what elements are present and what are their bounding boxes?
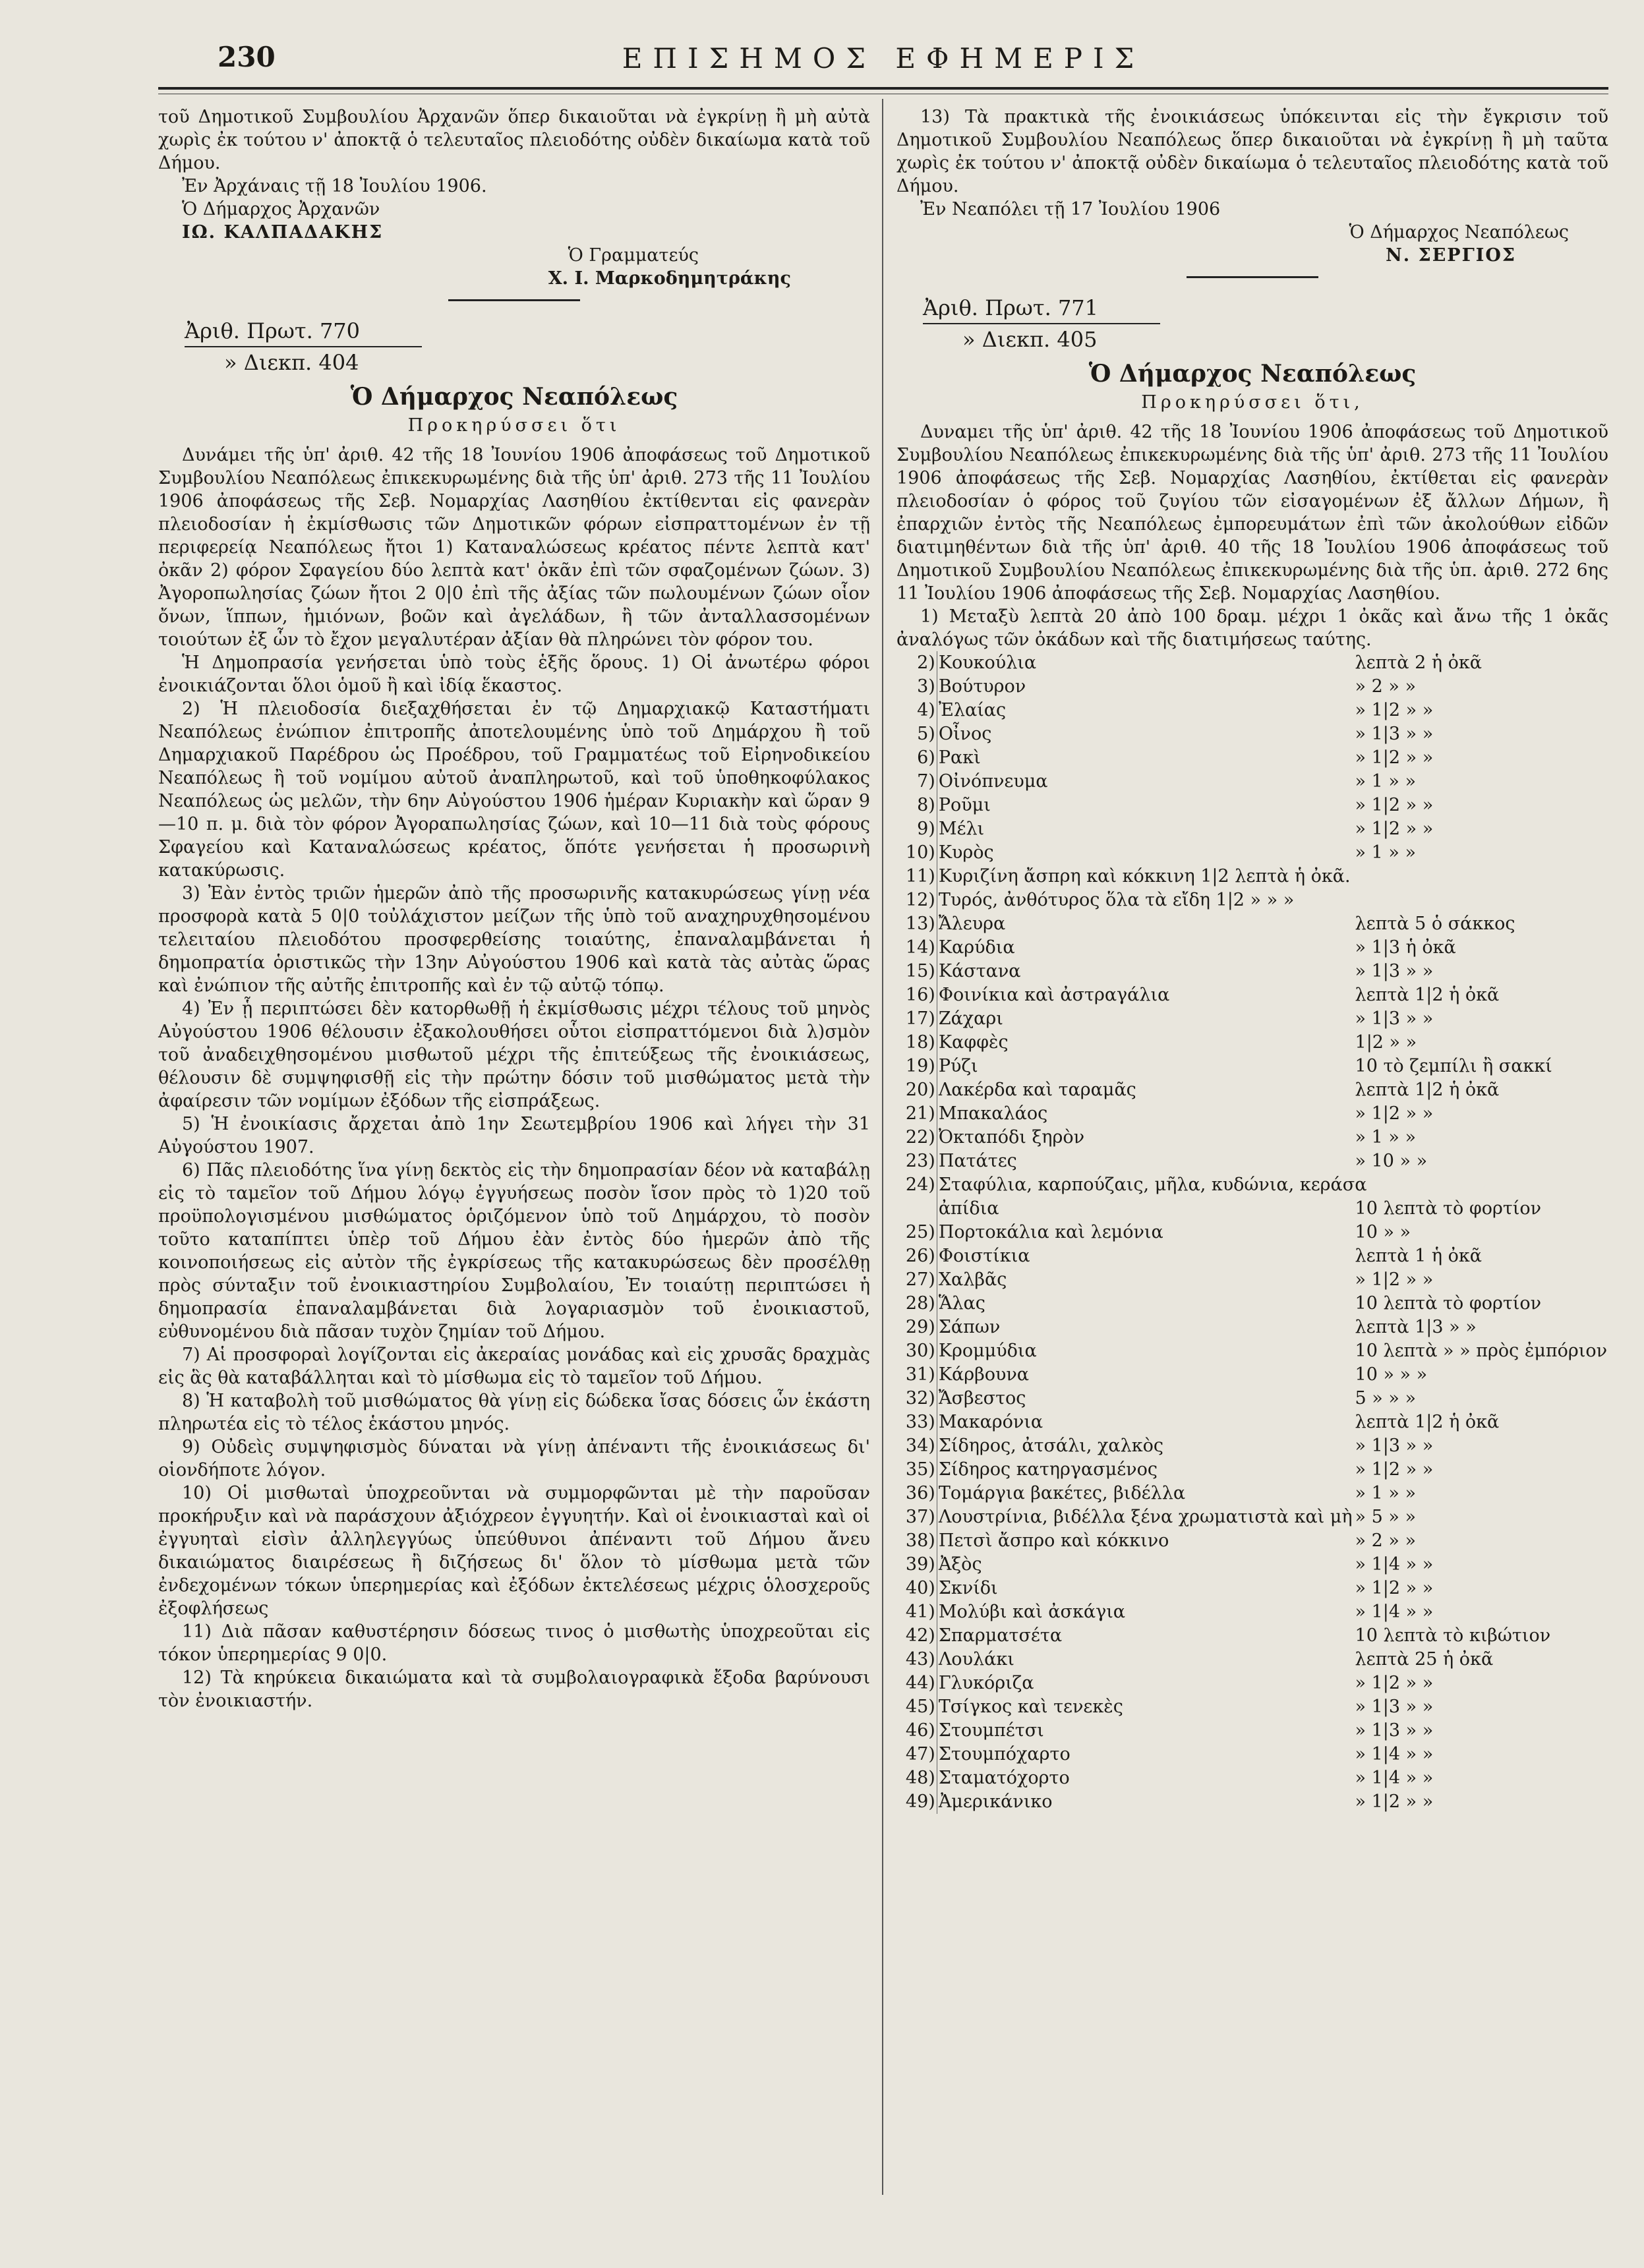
price-item-number: 20) [905, 1080, 935, 1100]
price-row [896, 1410, 1608, 1434]
price-item-name: Ἄσβεστος [937, 1387, 1353, 1410]
price-item-rate: λεπτὰ 1 ἡ ὀκᾶ [1355, 1246, 1482, 1266]
price-table-body [896, 651, 1608, 1814]
price-item-name: Ἀμερικάνικο [937, 1790, 1353, 1814]
price-item-number: 37) [905, 1507, 935, 1527]
left-paragraph: Ἡ Δημοπρασία γενήσεται ὑπὸ τοὺς ἑξῆς ὅρους. 1) Οἱ ἀνωτέρω φόροι ἐνοικιάζονται ὅλοι ὁμοῦ ἢ καὶ ἰδίᾳ ἕκαστος. [158, 653, 870, 696]
price-item-name: Κάστανα [937, 960, 1353, 983]
price-item-number: 6) [917, 747, 935, 768]
price-row [896, 722, 1608, 746]
price-row [896, 651, 1608, 675]
price-row [896, 1292, 1608, 1316]
price-item-rate: » 1 » » [1355, 842, 1416, 863]
price-item-rate: » 1|3 » » [1355, 1720, 1434, 1741]
price-item-number: 47) [905, 1744, 935, 1764]
price-row [896, 1102, 1608, 1126]
price-row [896, 1790, 1608, 1814]
price-item-rate: » 1|4 » » [1355, 1554, 1434, 1575]
price-item-rate: λεπτὰ 5 ὁ σάκκος [1355, 914, 1515, 934]
price-item-number: 30) [905, 1341, 935, 1361]
price-item-number: 41) [905, 1602, 935, 1622]
price-item-rate: » 1|2 » » [1355, 819, 1434, 839]
price-row [896, 1695, 1608, 1719]
price-item-rate: » 1 » » [1355, 771, 1416, 792]
price-item-name: Κρομμύδια [937, 1339, 1353, 1363]
price-item-name: Μακαρόνια [937, 1410, 1353, 1434]
price-item-number: 34) [905, 1436, 935, 1456]
left-secretary-name: Χ. Ι. Μαρκοδημητράκης [548, 268, 791, 289]
price-item-number: 46) [905, 1720, 935, 1741]
price-row [896, 1363, 1608, 1387]
price-item-rate: » 1|2 » » [1355, 1578, 1434, 1598]
price-item-name: Τομάργια βακέτες, βιδέλλα [937, 1482, 1353, 1505]
price-item-number: 38) [905, 1530, 935, 1551]
price-item-number: 8) [917, 795, 935, 815]
price-item-rate: » 1|2 » » [1355, 1459, 1434, 1480]
price-item-number: 16) [905, 985, 935, 1005]
price-item-rate: » 1 » » [1355, 1483, 1416, 1503]
left-mayor-name: ΙΩ. ΚΑΛΠΑΔΑΚΗΣ [182, 222, 384, 243]
price-row [896, 1482, 1608, 1505]
left-paragraph: 3) Ἐὰν ἐντὸς τριῶν ἡμερῶν ἀπὸ τῆς προσωρινῆς κατακυρώσεως γίνῃ νέα προσφορὰ κατὰ 5 0|0 τοὐλάχιστον μείζων τῆς ὑπὸ τοῦ αναχηρυχθησομένου τελειταίου πλειοδότου προσφερθείσης τοιαύτης, ἐπαναλαμβάνεται ἡ δημοπρατία ὁριστικῶς τὴν 13ην Αὐγούστου 1906 καὶ κατὰ τὰς αὐτὰς ὥρας καὶ ἐνώπιον τῆς αὐτῆς ἐπιτροπῆς καὶ ἐν τῷ αὐτῷ τόπῳ. [158, 883, 870, 996]
price-item-number: 24) [905, 1175, 935, 1195]
left-paragraph: 11) Διὰ πᾶσαν καθυστέρησιν δόσεως τινος ὁ μισθωτὴς ὑποχρεοῦται εἰς τόκον ὑπερημερίας 9 0|0. [158, 1621, 870, 1665]
left-ref-dispatch: » Διεκπ. 404 [224, 350, 359, 375]
price-row [896, 1505, 1608, 1529]
price-item-number: 29) [905, 1317, 935, 1337]
price-item-rate: 10 » » » [1355, 1364, 1428, 1385]
column-divider [882, 99, 883, 2195]
price-item-name: Κουκούλια [937, 651, 1353, 675]
price-item-number: 12) [905, 890, 935, 910]
price-item-name: Κυρὸς [937, 841, 1353, 865]
price-item-rate: » 1|2 » » [1355, 747, 1434, 768]
left-heading: Ὁ Δήμαρχος Νεαπόλεως [350, 383, 678, 411]
price-item-name: Ζάχαρι [937, 1007, 1353, 1031]
right-proclaim: Προκηρύσσει ὅτι, [1141, 392, 1364, 413]
price-item-rate: » 2 » » [1355, 676, 1416, 697]
price-row [896, 888, 1608, 912]
price-item-rate: 10 λεπτὰ τὸ κιβώτιον [1355, 1625, 1551, 1646]
price-item-number: 5) [917, 724, 935, 744]
price-item-name: Σίδηρος, ἀτσάλι, χαλκὸς [937, 1434, 1353, 1458]
price-row [896, 770, 1608, 794]
price-item-name: Τσίγκος καὶ τενεκὲς [937, 1695, 1353, 1719]
price-item-name: Κυριζίνη ἄσπρη καὶ κόκκινη 1|2 λεπτὰ ἡ ὀκᾶ. [937, 865, 1608, 888]
left-secretary-title: Ὁ Γραμματεύς [568, 245, 699, 266]
price-item-rate: 1|2 » » [1355, 1032, 1417, 1053]
price-item-number: 40) [905, 1578, 935, 1598]
price-item-name: Σίδηρος κατηργασμένος [937, 1458, 1353, 1482]
price-row [896, 794, 1608, 817]
price-item-number: 18) [905, 1032, 935, 1053]
price-row [896, 1149, 1608, 1173]
price-item-name: Λουστρίνια, βιδέλλα ξένα χρωματιστὰ καὶ μὴ [937, 1505, 1353, 1529]
price-row [896, 1221, 1608, 1244]
price-item-number: 14) [905, 937, 935, 958]
price-row [896, 912, 1608, 936]
price-item-number: 13) [905, 914, 935, 934]
price-item-number: 48) [905, 1768, 935, 1788]
left-column [158, 105, 870, 1712]
price-row [896, 1624, 1608, 1648]
price-item-name: Σταματόχορτο [937, 1766, 1353, 1790]
price-item-name: Σκνίδι [937, 1577, 1353, 1600]
price-item-number: 23) [905, 1151, 935, 1171]
price-row [896, 936, 1608, 960]
price-item-number: 4) [917, 700, 935, 720]
price-item-number [896, 1197, 937, 1221]
price-item-number: 39) [905, 1554, 935, 1575]
price-item-name: Πετσὶ ἄσπρο καὶ κόκκινο [937, 1529, 1353, 1553]
price-item-name: Τυρός, ἀνθότυρος ὅλα τὰ εἴδη 1|2 » » » [937, 888, 1608, 912]
price-item-name: Φοιστίκια [937, 1244, 1353, 1268]
price-item-name: Πατάτες [937, 1149, 1353, 1173]
price-row [896, 1743, 1608, 1766]
price-item-name: Στουμπέτσι [937, 1719, 1353, 1743]
price-item-number: 10) [905, 842, 935, 863]
left-paragraph: 7) Αἱ προσφοραὶ λογίζονται εἰς ἀκεραίας μονάδας καὶ εἰς χρυσᾶς δραχμὰς εἰς ἃς θὰ καταβάλληται καὶ τὸ μίσθωμα εἰς τὸ ταμεῖον τοῦ Δήμου. [158, 1345, 870, 1388]
price-item-name: Σάπων [937, 1316, 1353, 1339]
separator-rule [1187, 276, 1318, 278]
price-item-number: 33) [905, 1412, 935, 1432]
price-row [896, 1031, 1608, 1055]
price-item-name: Στουμπόχαρτο [937, 1743, 1353, 1766]
price-item-name: Μέλι [937, 817, 1353, 841]
running-title: ΕΠΙΣΗΜΟΣ ΕΦΗΜΕΡΙΣ [622, 42, 1145, 74]
price-row [896, 983, 1608, 1007]
price-item-rate: » 1|2 » » [1355, 1791, 1434, 1812]
price-item-name: Χαλβᾶς [937, 1268, 1353, 1292]
left-date: Ἐν Ἀρχάναις τῇ 18 Ἰουλίου 1906. [182, 176, 487, 196]
left-ref-protocol: Ἀριθ. Πρωτ. 770 [185, 318, 361, 343]
price-item-rate: » 1 » » [1355, 1127, 1416, 1148]
price-item-rate: » 1|4 » » [1355, 1768, 1434, 1788]
right-heading: Ὁ Δήμαρχος Νεαπόλεως [1088, 360, 1417, 388]
price-row [896, 841, 1608, 865]
price-row [896, 1672, 1608, 1695]
price-item-rate: 10 » » [1355, 1222, 1411, 1242]
price-item-rate: » 1|3 » » [1355, 961, 1434, 981]
left-paragraph: 4) Ἐν ᾗ περιπτώσει δὲν κατορθωθῇ ἡ ἐκμίσθωσις μέχρι τέλους τοῦ μηνὸς Αὐγούστου 1906 θέλουσιν ἐξακολουθήσει οὗτοι εἰσπραττόμενοι διὰ λ)σμὸν τοῦ ἀναδειχθησομένου μισθωτοῦ μέχρι τῆς ἐπιτεύξεως τῆς ἐνοικιάσεως, θέλουσιν δὲ συμψηφισθῇ εἰς τὴν πρώτην δόσιν τοῦ μισθώματος μετὰ τὴν ἀφαίρεσιν τῶν νομίμων ἐξόδων τῆς εἰσπράξεως. [158, 999, 870, 1111]
price-item-number: 22) [905, 1127, 935, 1148]
page-number: 230 [218, 41, 276, 73]
right-ref-block [923, 293, 1608, 355]
price-item-rate: » 1|3 » » [1355, 1436, 1434, 1456]
price-item-rate: λεπτὰ 2 ἡ ὀκᾶ [1355, 653, 1482, 673]
right-column [896, 105, 1608, 1814]
price-item-number: 25) [905, 1222, 935, 1242]
price-item-rate: » 1|2 » » [1355, 700, 1434, 720]
price-item-rate: » 1|2 » » [1355, 1269, 1434, 1290]
price-row [896, 1078, 1608, 1102]
right-mayor-title: Ὁ Δήμαρχος Νεαπόλεως [1349, 222, 1569, 243]
price-row [896, 1553, 1608, 1577]
price-item-name: Ἀξὸς [937, 1553, 1353, 1577]
price-item-name: Λουλάκι [937, 1648, 1353, 1672]
left-paragraph: 12) Τὰ κηρύκεια δικαιώματα καὶ τὰ συμβολαιογραφικὰ ἔξοδα βαρύνουσι τὸν ἐνοικιαστήν. [158, 1668, 870, 1711]
price-item-number: 42) [905, 1625, 935, 1646]
left-intro: τοῦ Δημοτικοῦ Συμβουλίου Ἀρχανῶν ὅπερ δικαιοῦται νὰ ἐγκρίνῃ ἢ μὴ αὐτὰ χωρὶς ἐκ τούτου ν' ἀποκτᾷ ὁ τελευταῖος πλειοδότης οὐδὲν δικαίωμα κατὰ τοῦ Δήμου. [158, 107, 870, 173]
left-proclaim: Προκηρύσσει ὅτι [407, 415, 621, 436]
price-item-rate: λεπτὰ 25 ἡ ὀκᾶ [1355, 1649, 1494, 1670]
left-paragraph: 6) Πᾶς πλειοδότης ἵνα γίνῃ δεκτὸς εἰς τὴν δημοπρασίαν δέον νὰ καταβάλῃ εἰς τὸ ταμεῖον τοῦ Δήμου λόγῳ ἐγγυήσεως ποσὸν ἴσον πρὸς τὸ 1)20 τοῦ προϋπολογισμένου μισθώματος ὁριζόμενον ὑπὸ τοῦ Δημάρχου, τὸ ποσὸν τοῦτο καταπίπτει ὑπὲρ τοῦ Δήμου ἐὰν ἐντὸς δύο ἡμερῶν ἀπὸ τῆς κοινοποιήσεως εἰς αὐτὸν τῆς ἐγκρίσεως τῆς κατακυρώσεως δὲν προσέλθῃ πρὸς σύνταξιν τοῦ ἐνοικιαστηρίου Συμβολαίου, Ἐν τοιαύτῃ περιπτώσει ἡ δημοπρασία ἐπαναλαμβάνεται διὰ λογαριασμὸν τοῦ ἐνοικιαστοῦ, εὐθυνομένου διὰ πᾶσαν τυχὸν ζημίαν τοῦ Δήμου. [158, 1160, 870, 1342]
price-row [896, 1126, 1608, 1149]
price-item-number: 7) [917, 771, 935, 792]
right-mayor-name: Ν. ΣΕΡΓΙΟΣ [1386, 245, 1516, 266]
price-item-name: Πορτοκάλια καὶ λεμόνια [937, 1221, 1353, 1244]
price-item-rate: » 1|4 » » [1355, 1602, 1434, 1622]
price-item-number: 2) [917, 653, 935, 673]
price-row [896, 1268, 1608, 1292]
price-row [896, 1173, 1608, 1197]
price-item-number: 15) [905, 961, 935, 981]
price-item-name: Ἅλας [937, 1292, 1353, 1316]
price-item-name: Ἐλαίας [937, 699, 1353, 722]
price-row [896, 746, 1608, 770]
price-row [896, 1316, 1608, 1339]
price-item-number: 27) [905, 1269, 935, 1290]
price-row [896, 960, 1608, 983]
price-item-rate: 10 τὸ ζεμπίλι ἢ σακκί [1355, 1056, 1552, 1076]
price-row [896, 1577, 1608, 1600]
price-row [896, 817, 1608, 841]
price-item-rate: » 1|4 » » [1355, 1744, 1434, 1764]
price-row [896, 1197, 1608, 1221]
price-item-rate: λεπτὰ 1|2 ἡ ὀκᾶ [1355, 1412, 1500, 1432]
price-row [896, 1244, 1608, 1268]
price-item-number: 35) [905, 1459, 935, 1480]
price-item-name: Σπαρματσέτα [937, 1624, 1353, 1648]
price-item-rate: » 1|2 » » [1355, 795, 1434, 815]
price-item-name: Λακέρδα καὶ ταραμᾶς [937, 1078, 1353, 1102]
price-row [896, 865, 1608, 888]
price-item-number: 26) [905, 1246, 935, 1266]
separator-rule [448, 299, 580, 301]
right-date: Ἐν Νεαπόλει τῇ 17 Ἰουλίου 1906 [920, 199, 1221, 219]
price-row [896, 1719, 1608, 1743]
price-row [896, 675, 1608, 699]
price-row [896, 699, 1608, 722]
price-item-name: Οἰνόπνευμα [937, 770, 1353, 794]
price-item-name: Ρακὶ [937, 746, 1353, 770]
price-item-name: Καφφὲς [937, 1031, 1353, 1055]
price-item-number: 44) [905, 1673, 935, 1693]
price-item-rate: » 1|2 » » [1355, 1673, 1434, 1693]
price-row [896, 1434, 1608, 1458]
price-item-name: Ρύζι [937, 1055, 1353, 1078]
price-item-number: 36) [905, 1483, 935, 1503]
price-item-rate: » 5 » » [1355, 1507, 1416, 1527]
price-item-rate: λεπτὰ 1|2 ἡ ὀκᾶ [1355, 985, 1500, 1005]
right-item-1: 1) Μεταξὺ λεπτὰ 20 ἀπὸ 100 δραμ. μέχρι 1 ὀκᾶς καὶ ἄνω τῆς 1 ὀκᾶς ἀναλόγως τῶν ὀκάδων καὶ τῆς διατιμήσεως ταύτης. [896, 606, 1608, 650]
price-item-rate: 10 λεπτὰ τὸ φορτίον [1355, 1198, 1542, 1219]
price-item-number: 19) [905, 1056, 935, 1076]
price-item-number: 3) [917, 676, 935, 697]
price-row [896, 1458, 1608, 1482]
right-intro: Δυναμει τῆς ὑπ' ἀριθ. 42 τῆς 18 Ἰουνίου 1906 ἀποφάσεως τοῦ Δημοτικοῦ Συμβουλίου Νεαπόλεως ἐπικεκυρωμένης διὰ τῆς ὑπ' ἀριθ. 273 τῆς 11 Ἰουλίου 1906 ἀποφάσεως τῆς Σεβ. Νομαρχίας Λασηθίου, ἐκτίθεται εἰς φανερὰν πλειοδοσίαν ὁ φόρος τοῦ ζυγίου τῶν εἰσαγομένων ἐξ ἄλλων Δήμων, ἢ ἐπαρχιῶν ἐντὸς τῆς Νεαπόλεως ἐμπορευμάτων ἐπὶ τῶν ἀκολούθων εἰδῶν διατιμηθέντων διὰ τῆς ὑπ' ἀριθ. 40 τῆς 18 Ἰουλίου 1906 ἀποφάσεως τοῦ Δημοτικοῦ Συμβουλίου Νεαπόλεως ἐπικεκυρωμένης διὰ τῆς ὑπ. ἀριθ. 272 6ης 11 Ἰουλίου 1906 ἀποφάσεως τῆς Σεβ. Νομαρχίας Λασηθίου. [896, 422, 1608, 604]
price-row [896, 1007, 1608, 1031]
price-item-rate: » 1|3 » » [1355, 724, 1434, 744]
price-row [896, 1387, 1608, 1410]
left-paragraph: 5) Ἡ ἐνοικίασις ἄρχεται ἀπὸ 1ην Σεωτεμβρίου 1906 καὶ λήγει τὴν 31 Αὐγούστου 1907. [158, 1114, 870, 1157]
left-paragraph: 8) Ἡ καταβολὴ τοῦ μισθώματος θὰ γίνῃ εἰς δώδεκα ἴσας δόσεις ὧν ἑκάστη πληρωτέα εἰς τὸ τέλος ἑκάστου μηνός. [158, 1391, 870, 1434]
price-item-rate: 5 » » » [1355, 1388, 1416, 1409]
price-row [896, 1339, 1608, 1363]
price-item-name: ἀπίδια [937, 1197, 1353, 1221]
price-item-rate: » 1|3 » » [1355, 1008, 1434, 1029]
price-row [896, 1600, 1608, 1624]
right-ref-dispatch: » Διεκπ. 405 [962, 327, 1098, 352]
right-ref-protocol: Ἀριθ. Πρωτ. 771 [923, 295, 1099, 320]
price-item-name: Σταφύλια, καρπούζαις, μῆλα, κυδώνια, κεράσα [937, 1173, 1608, 1197]
price-row [896, 1648, 1608, 1672]
price-item-number: 21) [905, 1103, 935, 1124]
price-table [896, 651, 1608, 1814]
left-paragraph: 10) Οἱ μισθωταὶ ὑποχρεοῦνται νὰ συμμορφῶνται μὲ τὴν παροῦσαν προκήρυξιν καὶ νὰ παράσχουν ἀξιόχρεον ἐγγυητήν. Καὶ οἱ ἐνοικιασταὶ καὶ οἱ ἐγγυηταὶ εἰσὶν ἀλληλεγγύως ὑπεύθυνοι ἀπέναντι τοῦ Δήμου ἄνευ δικαιώματος διαιρέσεως ἢ διζήσεως δι' ὅλον τὸ μίσθωμα μετὰ τῶν ἐνδεχομένων τόκων ὑπερημερίας καὶ ἐξόδων ἐκτελέσεως μέχρις ὁλοσχεροῦς ἐξοφλήσεως [158, 1483, 870, 1619]
header-rule [158, 87, 1608, 94]
price-item-name: Κάρβουνα [937, 1363, 1353, 1387]
price-item-number: 43) [905, 1649, 935, 1670]
price-item-name: Μολύβι καὶ ἀσκάγια [937, 1600, 1353, 1624]
price-item-rate: » 1|2 » » [1355, 1103, 1434, 1124]
price-item-number: 31) [905, 1364, 935, 1385]
price-item-rate: » 1|3 ἡ ὀκᾶ [1355, 937, 1456, 958]
price-item-name: Ὀκταπόδι ξηρὸν [937, 1126, 1353, 1149]
price-item-rate: » 2 » » [1355, 1530, 1416, 1551]
price-item-rate: λεπτὰ 1|2 ἡ ὀκᾶ [1355, 1080, 1500, 1100]
price-item-name: Γλυκόριζα [937, 1672, 1353, 1695]
left-paragraph: 9) Οὐδεὶς συμψηφισμὸς δύναται νὰ γίνῃ ἀπέναντι τῆς ἐνοικιάσεως δι' οἱονδήποτε λόγον. [158, 1437, 870, 1480]
price-item-rate: » 10 » » [1355, 1151, 1428, 1171]
price-item-name: Βούτυρον [937, 675, 1353, 699]
price-item-number: 11) [905, 866, 935, 887]
price-item-number: 49) [905, 1791, 935, 1812]
price-item-name: Οἶνος [937, 722, 1353, 746]
price-item-rate: 10 λεπτὰ τὸ φορτίον [1355, 1293, 1542, 1314]
price-item-name: Καρύδια [937, 936, 1353, 960]
price-item-name: Ροῦμι [937, 794, 1353, 817]
price-item-number: 17) [905, 1008, 935, 1029]
left-mayor-title: Ὁ Δήμαρχος Ἀρχανῶν [182, 199, 380, 219]
left-ref-block [185, 316, 870, 378]
price-item-number: 9) [917, 819, 935, 839]
left-paragraph: 2) Ἡ πλειοδοσία διεξαχθήσεται ἐν τῷ Δημαρχιακῷ Καταστήματι Νεαπόλεως ἐνώπιον ἐπιτροπῆς ἀποτελουμένης ὑπὸ τοῦ Δημάρχου ἢ τοῦ Δημαρχιακοῦ Παρέδρου ὡς Προέδρου, τοῦ Γραμματέως τοῦ Εἰρηνοδικείου Νεαπόλεως ἢ τοῦ νομίμου αὐτοῦ ἀναπληρωτοῦ, καὶ τοῦ ὑποθηκοφύλακος Νεαπόλεως ὡς μελῶν, τὴν 6ην Αὐγούστου 1906 ἡμέραν Κυριακὴν καὶ ὥραν 9—10 π. μ. διὰ τὸν φόρον Ἀγοραπωλησίας ζώων, καὶ 10—11 διὰ τοὺς φόρους Σφαγείου καὶ Καταναλώσεως κρέατος, ὅπότε γενήσεται ἡ προσωρινὴ κατακύρωσις. [158, 699, 870, 881]
price-item-number: 28) [905, 1293, 935, 1314]
price-row [896, 1529, 1608, 1553]
right-para-13: 13) Τὰ πρακτικὰ τῆς ἐνοικιάσεως ὑπόκεινται εἰς τὴν ἔγκρισιν τοῦ Δημοτικοῦ Συμβουλίου Νεαπόλεως ὅπερ δικαιοῦται νὰ ἐγκρίνῃ ἢ μὴ ταῦτα χωρὶς ἐκ τούτου ν' ἀποκτᾷ οὐδὲν δικαίωμα ὁ τελευταῖος πλειοδότης κατὰ τοῦ Δήμου. [896, 107, 1608, 196]
page-header [165, 41, 1602, 87]
price-item-number: 45) [905, 1697, 935, 1717]
price-item-rate: λεπτὰ 1|3 » » [1355, 1317, 1477, 1337]
price-item-name: Ἄλευρα [937, 912, 1353, 936]
price-item-rate: 10 λεπτὰ » » πρὸς ἐμπόριον [1355, 1341, 1607, 1361]
price-item-rate: » 1|3 » » [1355, 1697, 1434, 1717]
price-row [896, 1766, 1608, 1790]
left-paragraph: Δυνάμει τῆς ὑπ' ἀριθ. 42 τῆς 18 Ἰουνίου 1906 ἀποφάσεως τοῦ Δημοτικοῦ Συμβουλίου Νεαπόλεως ἐπικεκυρωμένης διὰ τῆς ὑπ' ἀριθ. 273 τῆς 11 Ἰουλίου 1906 ἀποφάσεως τῆς Σεβ. Νομαρχίας Λασηθίου ἐκτίθενται εἰς φανερὰν πλειοδοσίαν ἡ ἐκμίσθωσις τῶν Δημοτικῶν φόρων εἰσπραττομένων ἐν τῇ περιφερείᾳ Νεαπόλεως ἤτοι 1) Καταναλώσεως κρέατος πέντε λεπτὰ κατ' ὀκᾶν 2) φόρον Σφαγείου δύο λεπτὰ κατ' ὀκᾶν ἐπὶ τῶν σφαζομένων ζώων. 3) Ἀγοροπωλησίας ζώων ἤτοι 2 0|0 ἐπὶ τῆς ἀξίας τῶν πωλουμένων ζώων οἷον ὄνων, ἵππων, ἡμιόνων, βοῶν καὶ ἀγελάδων, ἢ τῶν ἀνταλλασσομένων τοιούτων ἐξ ὧν τὸ ἔχον μεγαλυτέραν ἀξίαν θὰ πληρώνει τὸν φόρον του. [158, 445, 870, 650]
price-row [896, 1055, 1608, 1078]
price-item-number: 32) [905, 1388, 935, 1409]
price-item-name: Μπακαλάος [937, 1102, 1353, 1126]
price-item-name: Φοινίκια καὶ ἀστραγάλια [937, 983, 1353, 1007]
